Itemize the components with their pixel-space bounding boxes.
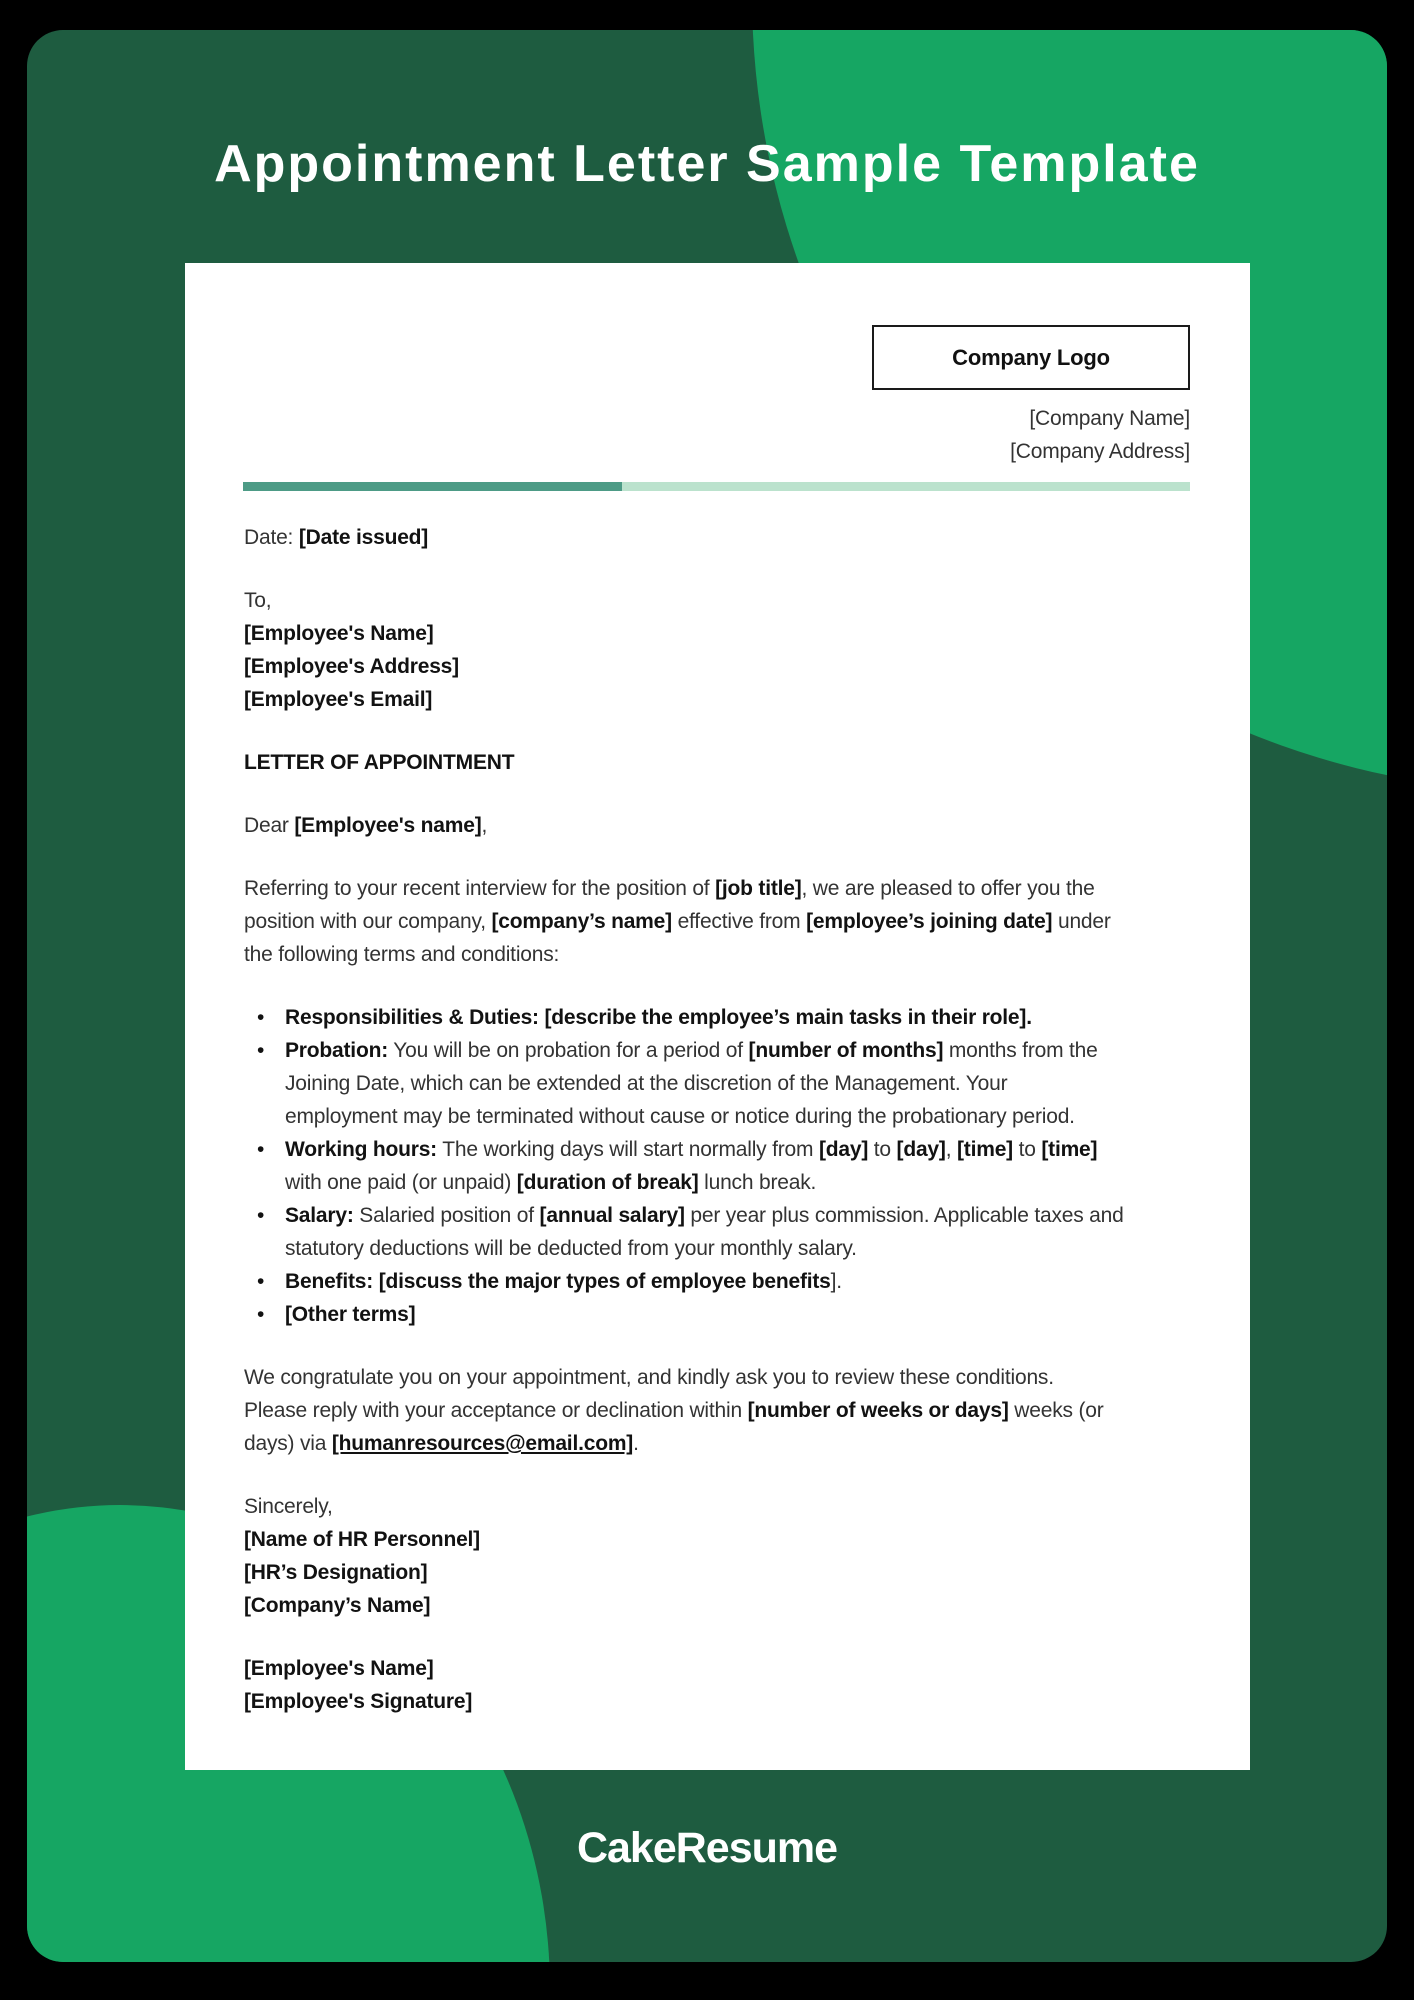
body-text: To,	[244, 589, 272, 612]
body-text: Date:	[244, 526, 299, 549]
placeholder-text: Working hours:	[285, 1138, 437, 1161]
text-line	[244, 1394, 1190, 1427]
body-text: with one paid (or unpaid)	[285, 1171, 517, 1194]
text-line	[285, 1232, 1190, 1265]
company-address: [Company Address]	[1010, 440, 1190, 463]
body-text: lunch break.	[698, 1171, 817, 1194]
text-line	[285, 1298, 1190, 1331]
body-text: Please reply with your acceptance or declination within	[244, 1399, 748, 1422]
placeholder-text: [annual salary]	[539, 1204, 685, 1227]
text-line	[285, 1034, 1190, 1067]
placeholder-text: [number of weeks or days]	[747, 1399, 1009, 1422]
placeholder-text: [day]	[896, 1138, 946, 1161]
text-line	[244, 938, 1190, 971]
cakeresume-logo: CakeResume	[576, 1824, 838, 1872]
text-line	[285, 1100, 1190, 1133]
term-item	[244, 1298, 1190, 1331]
text-line	[285, 1199, 1190, 1232]
body-text: Referring to your recent interview for the position of	[244, 877, 716, 900]
placeholder-text: [Name of HR Personnel]	[244, 1528, 480, 1551]
body-text: position with our company,	[244, 910, 492, 933]
body-text: Joining Date, which can be extended at the discretion of the Management. Your	[285, 1072, 1008, 1095]
text-line	[285, 1265, 1190, 1298]
term-item	[244, 1034, 1190, 1133]
terms-list	[244, 1001, 1190, 1331]
recipient-block	[244, 584, 1190, 716]
placeholder-text: [day]	[818, 1138, 869, 1161]
placeholder-text: [discuss the major types of employee benefits	[378, 1270, 831, 1293]
intro-paragraph	[244, 872, 1190, 971]
body-text: days) via	[244, 1432, 332, 1455]
text-line	[244, 872, 1190, 905]
placeholder-text: Responsibilities & Duties: [describe the employee’s main tasks in their role].	[285, 1006, 1032, 1029]
placeholder-text: [Employee's Name]	[244, 1657, 434, 1680]
body-text: The working days will start normally from	[436, 1138, 819, 1161]
text-line	[244, 1556, 1190, 1589]
date-line	[244, 521, 1190, 554]
poster-card	[27, 30, 1387, 1962]
placeholder-text: [time]	[957, 1138, 1013, 1161]
closing-paragraph	[244, 1361, 1190, 1460]
body-text: .	[633, 1432, 639, 1455]
signature-block-hr	[244, 1490, 1190, 1622]
body-text: to	[868, 1138, 897, 1161]
body-text: Dear	[244, 814, 295, 837]
body-text: effective from	[671, 910, 807, 933]
placeholder-text: Salary:	[285, 1204, 354, 1227]
placeholder-text: Probation:	[285, 1039, 388, 1062]
body-text: Sincerely,	[244, 1495, 333, 1518]
body-text: , we are pleased to offer you the	[801, 877, 1095, 900]
text-line	[244, 905, 1190, 938]
body-text: ,	[945, 1138, 957, 1161]
body-text: We congratulate you on your appointment, and kindly ask you to review these conditions.	[244, 1366, 1054, 1389]
body-text: per year plus commission. Applicable taxes and	[684, 1204, 1124, 1227]
text-line	[244, 617, 1190, 650]
body-text: Salaried position of	[353, 1204, 540, 1227]
text-line	[244, 1685, 1190, 1718]
body-text: ].	[830, 1270, 842, 1293]
page-title: Appointment Letter Sample Template	[214, 135, 1200, 193]
body-text: statutory deductions will be deducted from your monthly salary.	[285, 1237, 857, 1260]
divider	[243, 482, 1190, 491]
placeholder-text: [job title]	[715, 877, 802, 900]
body-text: weeks (or	[1008, 1399, 1104, 1422]
placeholder-text: Benefits:	[285, 1270, 374, 1293]
term-item	[244, 1133, 1190, 1199]
placeholder-text: [time]	[1041, 1138, 1098, 1161]
divider-mint-segment	[622, 482, 1190, 491]
placeholder-text: [Employee's Email]	[244, 688, 433, 711]
placeholder-text: [Employee's Signature]	[244, 1690, 473, 1713]
company-name: [Company Name]	[1029, 407, 1190, 430]
term-item	[244, 1265, 1190, 1298]
placeholder-text: [Employee's Address]	[244, 655, 459, 678]
text-line	[244, 1523, 1190, 1556]
letter-document	[185, 263, 1250, 1770]
salutation	[244, 809, 1190, 842]
text-line	[244, 1652, 1190, 1685]
placeholder-text: [company’s name]	[491, 910, 672, 933]
letter-heading: LETTER OF APPOINTMENT	[244, 751, 515, 774]
text-line	[244, 584, 1190, 617]
body-text: under	[1052, 910, 1111, 933]
placeholder-text: [Date issued]	[298, 526, 429, 549]
placeholder-text: [Employee's Name]	[244, 622, 434, 645]
text-line	[244, 1361, 1190, 1394]
text-line	[285, 1166, 1190, 1199]
placeholder-text: [humanresources@email.com]	[331, 1432, 634, 1455]
signature-block-employee	[244, 1652, 1190, 1718]
term-item	[244, 1199, 1190, 1265]
text-line	[244, 650, 1190, 683]
placeholder-text: [Employee's name]	[294, 814, 482, 837]
placeholder-text: [employee’s joining date]	[806, 910, 1053, 933]
text-line	[244, 1490, 1190, 1523]
text-line	[285, 1133, 1190, 1166]
term-item	[244, 1001, 1190, 1034]
body-text: employment may be terminated without cause or notice during the probationary period.	[285, 1105, 1075, 1128]
body-text: ,	[481, 814, 488, 837]
body-text: months from the	[943, 1039, 1098, 1062]
placeholder-text: [number of months]	[748, 1039, 944, 1062]
company-info	[244, 402, 1190, 468]
text-line	[244, 1589, 1190, 1622]
body-text: to	[1012, 1138, 1042, 1161]
company-logo-box: Company Logo	[872, 325, 1190, 390]
placeholder-text: [Company’s Name]	[244, 1594, 431, 1617]
text-line	[244, 1427, 1190, 1460]
body-text: the following terms and conditions:	[244, 943, 560, 966]
divider-teal-segment	[243, 482, 622, 491]
text-line	[285, 1067, 1190, 1100]
body-text: You will be on probation for a period of	[388, 1039, 749, 1062]
placeholder-text: [duration of break]	[516, 1171, 699, 1194]
placeholder-text: [HR’s Designation]	[244, 1561, 428, 1584]
placeholder-text: [Other terms]	[285, 1303, 416, 1326]
text-line	[285, 1001, 1190, 1034]
text-line	[244, 683, 1190, 716]
